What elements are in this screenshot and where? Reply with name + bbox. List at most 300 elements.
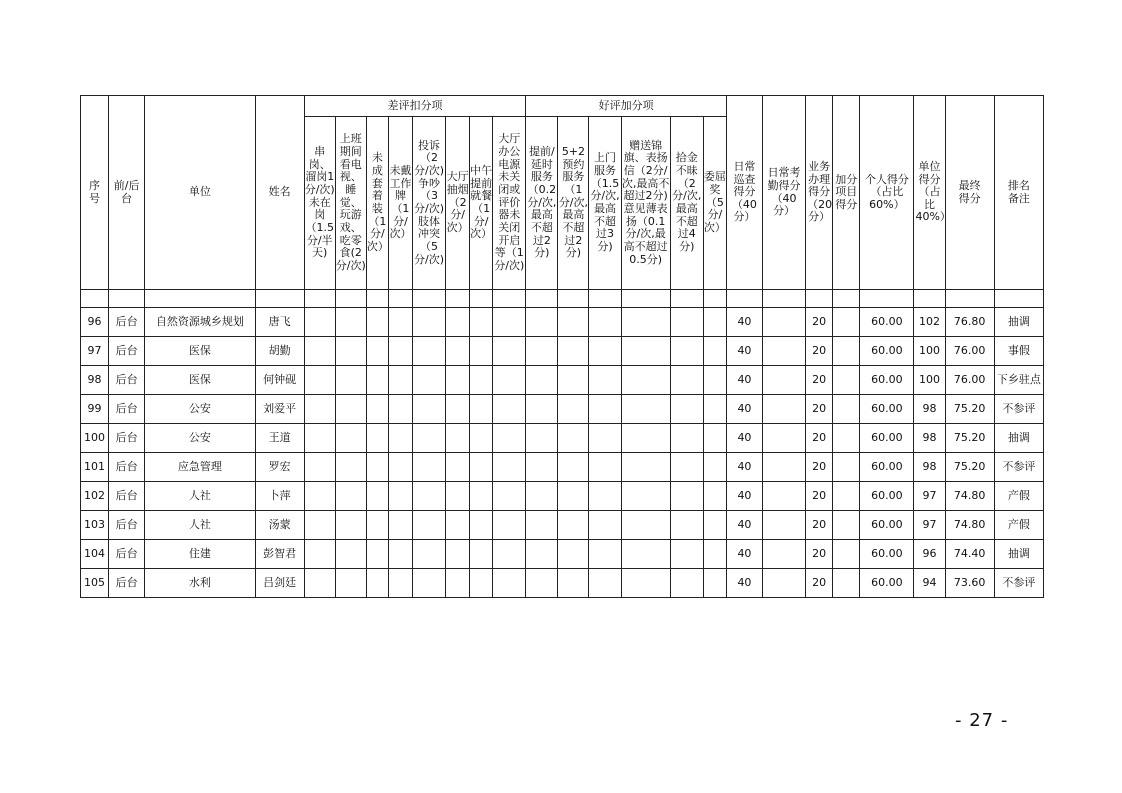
- cell-empty: [589, 337, 621, 366]
- cell-empty: [703, 366, 726, 395]
- cell-empty: [833, 569, 860, 598]
- cell-empty: [670, 337, 703, 366]
- page-number: - 27 -: [955, 710, 1009, 731]
- header-daily-patrol: 日常巡查得分（40分）: [726, 96, 762, 290]
- cell-daily-patrol: 40: [726, 569, 762, 598]
- cell-front-back: 后台: [109, 569, 145, 598]
- cell-empty: [493, 308, 526, 337]
- cell-empty: [335, 569, 366, 598]
- cell-empty: [763, 540, 806, 569]
- cell-final: 76.00: [945, 366, 994, 395]
- cell-empty: [304, 337, 335, 366]
- cell-empty: [470, 308, 493, 337]
- cell-remark: 抽调: [994, 540, 1043, 569]
- cell-name: 胡勤: [255, 337, 304, 366]
- cell-empty: [388, 511, 412, 540]
- cell-final: 74.40: [945, 540, 994, 569]
- cell-empty: [366, 482, 388, 511]
- cell-name: 何钟砚: [255, 366, 304, 395]
- cell-empty: [833, 453, 860, 482]
- cell-daily-patrol: 40: [726, 453, 762, 482]
- cell-empty: [412, 453, 445, 482]
- cell-empty: [703, 569, 726, 598]
- cell-empty: [493, 453, 526, 482]
- cell-empty: [703, 395, 726, 424]
- cell-empty: [335, 540, 366, 569]
- header-minus-item: 大厅抽烟（2分/次）: [446, 117, 470, 290]
- cell-front-back: 后台: [109, 337, 145, 366]
- cell-empty: [589, 569, 621, 598]
- cell-unit-score: 97: [914, 482, 945, 511]
- header-minus-item: 上班期间看电视、睡觉、玩游戏、吃零食(2分/次): [335, 117, 366, 290]
- cell-empty: [412, 366, 445, 395]
- cell-unit: 公安: [145, 424, 255, 453]
- cell-empty: [670, 540, 703, 569]
- cell-empty: [670, 453, 703, 482]
- cell-name: 王道: [255, 424, 304, 453]
- cell-empty: [558, 424, 589, 453]
- cell-personal: 60.00: [860, 337, 914, 366]
- cell-empty: [366, 453, 388, 482]
- header-unit-score: 单位得分（占比40%）: [914, 96, 945, 290]
- cell-empty: [670, 308, 703, 337]
- cell-final: 76.00: [945, 337, 994, 366]
- table-row: [81, 482, 1044, 511]
- cell-name: 吕剑廷: [255, 569, 304, 598]
- cell-seq: 98: [81, 366, 109, 395]
- cell-front-back: 后台: [109, 395, 145, 424]
- cell-personal: 60.00: [860, 540, 914, 569]
- cell-name: 汤蒙: [255, 511, 304, 540]
- cell-empty: [388, 482, 412, 511]
- cell-business: 20: [806, 540, 833, 569]
- cell-empty: [670, 366, 703, 395]
- cell-empty: [470, 511, 493, 540]
- cell-empty: [366, 337, 388, 366]
- cell-empty: [833, 366, 860, 395]
- cell-empty: [366, 395, 388, 424]
- cell-front-back: 后台: [109, 308, 145, 337]
- cell-empty: [589, 424, 621, 453]
- cell-empty: [470, 395, 493, 424]
- cell-seq: 99: [81, 395, 109, 424]
- cell-empty: [763, 395, 806, 424]
- cell-business: 20: [806, 424, 833, 453]
- cell-empty: [470, 453, 493, 482]
- table-row: [81, 308, 1044, 337]
- header-plus-item: 赠送锦旗、表扬信（2分/次,最高不超过2分)意见薄表扬（0.1分/次,最高不超过0.5分): [621, 117, 670, 290]
- cell-empty: [335, 337, 366, 366]
- cell-final: 75.20: [945, 395, 994, 424]
- cell-empty: [470, 424, 493, 453]
- cell-seq: 100: [81, 424, 109, 453]
- header-minus-item: 中午提前就餐（1分/次）: [470, 117, 493, 290]
- cell-remark: 产假: [994, 482, 1043, 511]
- header-front-back: 前/后台: [109, 96, 145, 290]
- header-plus-group: 好评加分项: [526, 96, 727, 117]
- cell-empty: [470, 540, 493, 569]
- cell-empty: [493, 395, 526, 424]
- header-minus-item: 投诉（2分/次)争吵（3分/次)肢体冲突（5分/次): [412, 117, 445, 290]
- cell-empty: [763, 482, 806, 511]
- cell-empty: [670, 424, 703, 453]
- cell-empty: [335, 424, 366, 453]
- cell-empty: [388, 424, 412, 453]
- cell-empty: [558, 453, 589, 482]
- cell-final: 73.60: [945, 569, 994, 598]
- cell-empty: [558, 366, 589, 395]
- cell-empty: [493, 337, 526, 366]
- cell-empty: [621, 453, 670, 482]
- cell-front-back: 后台: [109, 366, 145, 395]
- cell-empty: [412, 569, 445, 598]
- cell-empty: [446, 540, 470, 569]
- cell-empty: [621, 366, 670, 395]
- cell-empty: [526, 337, 558, 366]
- cell-empty: [589, 511, 621, 540]
- header-minus-group: 差评扣分项: [304, 96, 526, 117]
- cell-business: 20: [806, 366, 833, 395]
- cell-unit-score: 102: [914, 308, 945, 337]
- cell-daily-patrol: 40: [726, 308, 762, 337]
- table-row: [81, 511, 1044, 540]
- cell-empty: [526, 482, 558, 511]
- cell-name: 刘爱平: [255, 395, 304, 424]
- cell-empty: [670, 395, 703, 424]
- table-row: [81, 453, 1044, 482]
- cell-empty: [446, 453, 470, 482]
- header-plus-item: 委屈奖（5分/次）: [703, 117, 726, 290]
- cell-empty: [621, 540, 670, 569]
- cell-empty: [703, 424, 726, 453]
- cell-empty: [558, 569, 589, 598]
- cell-empty: [470, 337, 493, 366]
- header-minus-item: 未戴工作牌（1分/次）: [388, 117, 412, 290]
- cell-seq: 97: [81, 337, 109, 366]
- cell-empty: [589, 366, 621, 395]
- cell-empty: [558, 511, 589, 540]
- cell-business: 20: [806, 308, 833, 337]
- cell-unit-score: 100: [914, 366, 945, 395]
- cell-empty: [763, 337, 806, 366]
- cell-daily-patrol: 40: [726, 395, 762, 424]
- cell-front-back: 后台: [109, 482, 145, 511]
- header-name: 姓名: [255, 96, 304, 290]
- cell-remark: 不参评: [994, 395, 1043, 424]
- cell-seq: 105: [81, 569, 109, 598]
- cell-empty: [366, 569, 388, 598]
- cell-empty: [833, 511, 860, 540]
- cell-unit: 医保: [145, 366, 255, 395]
- cell-name: 罗宏: [255, 453, 304, 482]
- cell-empty: [526, 511, 558, 540]
- cell-empty: [493, 366, 526, 395]
- cell-empty: [335, 453, 366, 482]
- cell-seq: 104: [81, 540, 109, 569]
- cell-empty: [833, 308, 860, 337]
- table-row: [81, 395, 1044, 424]
- cell-empty: [335, 395, 366, 424]
- cell-empty: [526, 424, 558, 453]
- cell-empty: [446, 308, 470, 337]
- cell-business: 20: [806, 337, 833, 366]
- cell-empty: [446, 424, 470, 453]
- cell-empty: [833, 482, 860, 511]
- cell-empty: [446, 511, 470, 540]
- cell-empty: [335, 482, 366, 511]
- cell-empty: [335, 366, 366, 395]
- cell-empty: [366, 540, 388, 569]
- cell-seq: 96: [81, 308, 109, 337]
- cell-personal: 60.00: [860, 308, 914, 337]
- cell-name: 卜萍: [255, 482, 304, 511]
- header-plus-item: 5+2预约服务（1分/次,最高不超过2分): [558, 117, 589, 290]
- cell-empty: [493, 424, 526, 453]
- cell-front-back: 后台: [109, 453, 145, 482]
- cell-empty: [558, 482, 589, 511]
- cell-empty: [304, 540, 335, 569]
- cell-unit-score: 97: [914, 511, 945, 540]
- cell-daily-patrol: 40: [726, 482, 762, 511]
- cell-empty: [763, 366, 806, 395]
- cell-empty: [304, 395, 335, 424]
- cell-front-back: 后台: [109, 540, 145, 569]
- cell-remark: 不参评: [994, 453, 1043, 482]
- cell-daily-patrol: 40: [726, 366, 762, 395]
- cell-unit: 人社: [145, 482, 255, 511]
- cell-name: 唐飞: [255, 308, 304, 337]
- cell-empty: [388, 453, 412, 482]
- header-minus-item: 未成套着装（1分/次）: [366, 117, 388, 290]
- cell-empty: [703, 482, 726, 511]
- cell-unit-score: 98: [914, 424, 945, 453]
- cell-final: 74.80: [945, 511, 994, 540]
- cell-empty: [703, 511, 726, 540]
- cell-unit: 应急管理: [145, 453, 255, 482]
- cell-front-back: 后台: [109, 424, 145, 453]
- table-row: [81, 366, 1044, 395]
- cell-empty: [366, 366, 388, 395]
- cell-empty: [446, 395, 470, 424]
- cell-empty: [304, 424, 335, 453]
- cell-empty: [304, 366, 335, 395]
- cell-empty: [763, 424, 806, 453]
- header-business: 业务办理得分（20分）: [806, 96, 833, 290]
- cell-unit: 医保: [145, 337, 255, 366]
- cell-daily-patrol: 40: [726, 424, 762, 453]
- table-row: [81, 569, 1044, 598]
- cell-empty: [446, 569, 470, 598]
- cell-empty: [304, 569, 335, 598]
- cell-personal: 60.00: [860, 395, 914, 424]
- cell-empty: [412, 482, 445, 511]
- cell-empty: [412, 308, 445, 337]
- header-personal: 个人得分（占比60%）: [860, 96, 914, 290]
- cell-empty: [412, 424, 445, 453]
- cell-empty: [412, 395, 445, 424]
- cell-unit-score: 98: [914, 395, 945, 424]
- cell-unit: 自然资源城乡规划: [145, 308, 255, 337]
- cell-remark: 事假: [994, 337, 1043, 366]
- cell-empty: [388, 569, 412, 598]
- cell-business: 20: [806, 511, 833, 540]
- cell-empty: [558, 337, 589, 366]
- cell-personal: 60.00: [860, 569, 914, 598]
- cell-empty: [412, 511, 445, 540]
- cell-empty: [621, 482, 670, 511]
- cell-empty: [621, 569, 670, 598]
- cell-unit: 公安: [145, 395, 255, 424]
- evaluation-table: [80, 95, 1044, 598]
- header-seq: 序号: [81, 96, 109, 290]
- cell-seq: 103: [81, 511, 109, 540]
- cell-personal: 60.00: [860, 366, 914, 395]
- cell-empty: [621, 424, 670, 453]
- cell-empty: [558, 395, 589, 424]
- cell-empty: [470, 482, 493, 511]
- cell-empty: [446, 366, 470, 395]
- cell-remark: 抽调: [994, 424, 1043, 453]
- cell-empty: [366, 511, 388, 540]
- cell-empty: [526, 308, 558, 337]
- cell-empty: [526, 569, 558, 598]
- header-plus-item: 上门服务（1.5分/次,最高不超过3分): [589, 117, 621, 290]
- cell-empty: [763, 511, 806, 540]
- cell-business: 20: [806, 395, 833, 424]
- cell-empty: [493, 511, 526, 540]
- cell-empty: [446, 482, 470, 511]
- cell-empty: [589, 540, 621, 569]
- cell-empty: [763, 308, 806, 337]
- cell-personal: 60.00: [860, 424, 914, 453]
- cell-unit-score: 100: [914, 337, 945, 366]
- header-daily-attendance: 日常考勤得分（40分）: [763, 96, 806, 290]
- cell-business: 20: [806, 569, 833, 598]
- cell-empty: [589, 453, 621, 482]
- header-plus-item: 拾金不昧（2分/次,最高不超过4分): [670, 117, 703, 290]
- cell-empty: [388, 540, 412, 569]
- cell-seq: 102: [81, 482, 109, 511]
- table-body: [81, 308, 1044, 598]
- cell-empty: [493, 540, 526, 569]
- cell-empty: [526, 395, 558, 424]
- cell-empty: [621, 308, 670, 337]
- cell-unit-score: 96: [914, 540, 945, 569]
- cell-unit-score: 98: [914, 453, 945, 482]
- cell-empty: [388, 366, 412, 395]
- header-minus-item: 串岗、溜岗1分/次)未在岗（1.5分/半天): [304, 117, 335, 290]
- cell-remark: 抽调: [994, 308, 1043, 337]
- cell-empty: [833, 540, 860, 569]
- header-unit: 单位: [145, 96, 255, 290]
- cell-personal: 60.00: [860, 482, 914, 511]
- cell-empty: [335, 308, 366, 337]
- cell-daily-patrol: 40: [726, 540, 762, 569]
- header-final: 最终得分: [945, 96, 994, 290]
- table-row: [81, 540, 1044, 569]
- cell-empty: [703, 337, 726, 366]
- cell-empty: [335, 511, 366, 540]
- cell-unit: 住建: [145, 540, 255, 569]
- cell-empty: [493, 482, 526, 511]
- cell-empty: [412, 337, 445, 366]
- cell-empty: [833, 424, 860, 453]
- cell-personal: 60.00: [860, 453, 914, 482]
- cell-empty: [366, 308, 388, 337]
- cell-empty: [388, 337, 412, 366]
- cell-empty: [388, 395, 412, 424]
- cell-final: 75.20: [945, 424, 994, 453]
- table-header: [81, 96, 1044, 308]
- cell-remark: 产假: [994, 511, 1043, 540]
- cell-empty: [558, 308, 589, 337]
- cell-remark: 下乡驻点: [994, 366, 1043, 395]
- table-row: [81, 424, 1044, 453]
- header-remark: 排名备注: [994, 96, 1043, 290]
- cell-empty: [621, 395, 670, 424]
- cell-empty: [763, 569, 806, 598]
- cell-empty: [833, 395, 860, 424]
- cell-unit: 水利: [145, 569, 255, 598]
- cell-empty: [703, 540, 726, 569]
- cell-empty: [366, 424, 388, 453]
- cell-daily-patrol: 40: [726, 511, 762, 540]
- cell-final: 74.80: [945, 482, 994, 511]
- table-row: [81, 337, 1044, 366]
- header-bonus: 加分项目得分: [833, 96, 860, 290]
- cell-empty: [470, 569, 493, 598]
- cell-unit: 人社: [145, 511, 255, 540]
- cell-empty: [589, 482, 621, 511]
- cell-empty: [304, 482, 335, 511]
- cell-empty: [763, 453, 806, 482]
- cell-empty: [703, 453, 726, 482]
- cell-empty: [470, 366, 493, 395]
- cell-daily-patrol: 40: [726, 337, 762, 366]
- cell-empty: [526, 366, 558, 395]
- cell-empty: [589, 395, 621, 424]
- header-minus-item: 大厅办公电源未关闭或评价器未关闭开启等（1分/次): [493, 117, 526, 290]
- cell-empty: [526, 453, 558, 482]
- cell-empty: [621, 511, 670, 540]
- cell-empty: [670, 511, 703, 540]
- cell-seq: 101: [81, 453, 109, 482]
- cell-empty: [304, 453, 335, 482]
- cell-empty: [304, 308, 335, 337]
- cell-unit-score: 94: [914, 569, 945, 598]
- cell-empty: [621, 337, 670, 366]
- cell-business: 20: [806, 482, 833, 511]
- cell-remark: 不参评: [994, 569, 1043, 598]
- cell-empty: [833, 337, 860, 366]
- cell-empty: [388, 308, 412, 337]
- header-plus-item: 提前/延时服务（0.2分/次,最高不超过2分): [526, 117, 558, 290]
- cell-personal: 60.00: [860, 511, 914, 540]
- cell-business: 20: [806, 453, 833, 482]
- cell-empty: [526, 540, 558, 569]
- cell-empty: [589, 308, 621, 337]
- cell-empty: [558, 540, 589, 569]
- cell-final: 76.80: [945, 308, 994, 337]
- cell-name: 彭智君: [255, 540, 304, 569]
- cell-final: 75.20: [945, 453, 994, 482]
- cell-empty: [703, 308, 726, 337]
- cell-empty: [412, 540, 445, 569]
- cell-empty: [670, 569, 703, 598]
- cell-front-back: 后台: [109, 511, 145, 540]
- cell-empty: [670, 482, 703, 511]
- cell-empty: [446, 337, 470, 366]
